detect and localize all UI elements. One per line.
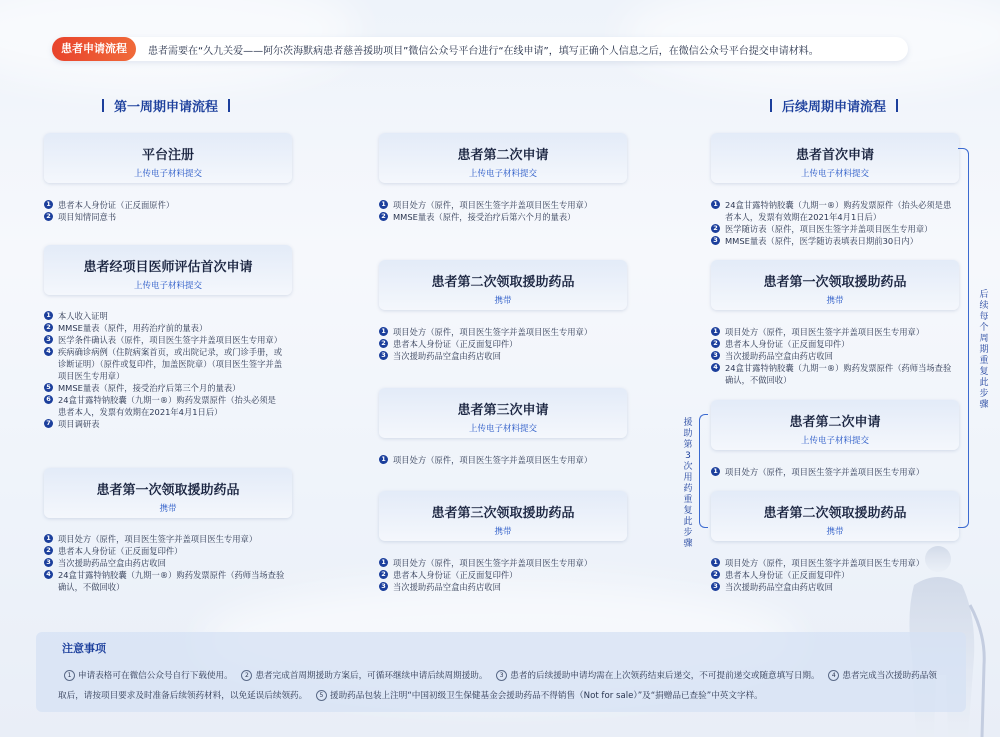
card-third-pickup: [379, 491, 627, 541]
list-item: 2 患者本人身份证（正反面复印件）: [44, 545, 289, 557]
repeat-bracket: [699, 414, 708, 528]
card-second-application: [379, 133, 627, 183]
list-item: 1 本人收入证明: [44, 310, 284, 322]
card-title: 患者第二次申请: [457, 148, 549, 163]
list-item: 6 24盒甘露特钠胶囊（九期一®）购药发票原件（抬头必须是患者本人，发票有效期在2021年4月1日后）: [44, 394, 284, 418]
card-sub: 上传电子材料提交: [800, 169, 869, 179]
card-title: 患者第三次领取援助药品: [431, 506, 575, 521]
card-title: 患者第二次申请: [789, 415, 881, 430]
card-sub: 携带: [826, 296, 844, 306]
list-later-first-pickup: [711, 326, 956, 386]
list-item: 3 当次援助药品空盒由药店收回: [711, 350, 956, 362]
title-bar-right: [896, 99, 898, 112]
list-item: 1 项目处方（原件，项目医生签字并盖项目医生专用章）: [379, 326, 639, 338]
list-item: 1 24盒甘露特钠胶囊（九期一®）购药发票原件（抬头必须是患者本人，发票有效期在2021年4月1日后）: [711, 199, 956, 223]
list-item: 1 项目处方（原件，项目医生签字并盖项目医生专用章）: [379, 454, 639, 466]
first-cycle-title-text: 第一周期申请流程: [114, 100, 219, 115]
card-sub: 携带: [494, 296, 512, 306]
card-sub: 上传电子材料提交: [800, 436, 869, 446]
list-item: 2 患者本人身份证（正反面复印件）: [711, 569, 956, 581]
card-later-first-application: [711, 133, 959, 183]
card-title: 患者第一次领取援助药品: [96, 483, 240, 498]
card-platform-register: [44, 133, 292, 183]
card-first-application: [44, 245, 292, 295]
list-first-application: [44, 310, 284, 430]
note-number: 1: [64, 670, 75, 681]
card-title: 患者第三次申请: [457, 403, 549, 418]
card-sub: 携带: [494, 527, 512, 537]
list-item: 5 MMSE量表（原件，接受治疗后第三个月的量表）: [44, 382, 284, 394]
card-third-application: [379, 388, 627, 438]
card-first-pickup: [44, 468, 292, 518]
card-sub: 上传电子材料提交: [133, 169, 202, 179]
list-platform-register: [44, 199, 294, 223]
card-sub: 上传电子材料提交: [133, 281, 202, 291]
note-number: 4: [828, 670, 839, 681]
list-item: 4 24盒甘露特钠胶囊（九期一®）购药发票原件（药师当场查验确认，不做回收）: [711, 362, 956, 386]
list-item: 2 MMSE量表（原件，接受治疗后第六个月的量表）: [379, 211, 639, 223]
title-bar-left: [770, 99, 772, 112]
first-cycle-title: [92, 96, 240, 115]
later-cycle-title: [760, 96, 908, 115]
card-sub: 携带: [159, 504, 177, 514]
list-item: 3 当次援助药品空盒由药店收回: [379, 581, 639, 593]
notes-title: 注意事项: [62, 642, 106, 655]
note-item: 患者完成首周期援助方案后，可循环继续申请后续周期援助。: [255, 671, 488, 681]
card-title: 患者首次申请: [795, 148, 874, 163]
banner-text: 患者需要在“久九关爱——阿尔茨海默病患者慈善援助项目”微信公众号平台进行“在线申请”，填写正确个人信息之后，在微信公众号平台提交申请材料。: [148, 45, 819, 57]
list-second-pickup: [379, 326, 639, 362]
list-item: 1 项目处方（原件，项目医生签字并盖项目医生专用章）: [711, 557, 956, 569]
title-bar-left: [102, 99, 104, 112]
list-first-pickup: [44, 533, 289, 593]
list-later-second-application: [711, 466, 956, 478]
list-item: 4 24盒甘露特钠胶囊（九期一®）购药发票原件（药师当场查验确认，不做回收）: [44, 569, 289, 593]
banner-tag: 患者申请流程: [52, 37, 136, 61]
list-item: 3 当次援助药品空盒由药店收回: [44, 557, 289, 569]
intro-banner: [52, 37, 908, 61]
list-item: 2 患者本人身份证（正反面复印件）: [379, 338, 639, 350]
note-item: 申请表格可在微信公众号自行下载使用。: [78, 671, 233, 681]
list-later-first-application: [711, 199, 956, 247]
repeat-side-label: 援助第3次用药重复此步骤: [683, 418, 693, 549]
note-number: 3: [496, 670, 507, 681]
list-third-pickup: [379, 557, 639, 593]
list-second-application: [379, 199, 639, 223]
list-item: 3 当次援助药品空盒由药店收回: [711, 581, 956, 593]
list-item: 3 医学条件确认表（原件，项目医生签字并盖项目医生专用章）: [44, 334, 284, 346]
list-item: 2 患者本人身份证（正反面复印件）: [711, 338, 956, 350]
card-title: 患者经项目医师评估首次申请: [83, 260, 253, 275]
list-item: 1 项目处方（原件，项目医生签字并盖项目医生专用章）: [379, 557, 639, 569]
note-item: 患者的后续援助申请均需在上次领药结束后递交，不可提前递交或随意填写日期。: [510, 671, 820, 681]
list-item: 1 项目处方（原件，项目医生签字并盖项目医生专用章）: [711, 466, 956, 478]
note-number: 5: [316, 690, 327, 701]
card-later-first-pickup: [711, 260, 959, 310]
list-third-application: [379, 454, 639, 466]
list-item: 1 项目处方（原件，项目医生签字并盖项目医生专用章）: [711, 326, 956, 338]
card-sub: 上传电子材料提交: [468, 424, 537, 434]
notes-body: [58, 666, 944, 706]
card-title: 平台注册: [141, 148, 194, 163]
list-item: 4 疾病确诊病例（住院病案首页，或出院记录，或门诊手册，或诊断证明）（原件或复印件，加盖医院章）（项目医生签字并盖项目医生专用章）: [44, 346, 284, 382]
card-sub: 携带: [826, 527, 844, 537]
list-item: 2 项目知情同意书: [44, 211, 294, 223]
list-item: 3 当次援助药品空盒由药店收回: [379, 350, 639, 362]
note-number: 2: [241, 670, 252, 681]
list-item: 2 医学随访表（原件，项目医生签字并盖项目医生专用章）: [711, 223, 956, 235]
card-later-second-application: [711, 400, 959, 450]
list-item: 2 患者本人身份证（正反面复印件）: [379, 569, 639, 581]
card-sub: 上传电子材料提交: [468, 169, 537, 179]
later-cycle-title-text: 后续周期申请流程: [782, 100, 887, 115]
card-second-pickup: [379, 260, 627, 310]
list-item: 7 项目调研表: [44, 418, 284, 430]
list-item: 3 MMSE量表（原件，医学随访表填表日期前30日内）: [711, 235, 956, 247]
later-cycle-bracket: [958, 148, 969, 528]
notes-panel: [36, 632, 966, 712]
card-title: 患者第二次领取援助药品: [431, 275, 575, 290]
card-title: 患者第二次领取援助药品: [763, 506, 907, 521]
later-cycle-side-label: 后续每个周期重复此步骤: [979, 290, 989, 410]
list-item: 1 项目处方（原件，项目医生签字并盖项目医生专用章）: [379, 199, 639, 211]
list-item: 2 MMSE量表（原件，用药治疗前的量表）: [44, 322, 284, 334]
title-bar-right: [228, 99, 230, 112]
list-item: 1 项目处方（原件，项目医生签字并盖项目医生专用章）: [44, 533, 289, 545]
card-title: 患者第一次领取援助药品: [763, 275, 907, 290]
card-later-second-pickup: [711, 491, 959, 541]
note-item: 患者完成当次援助药品领取后，请按项目要求及时准备后续领药材料，以免延误后续领药。: [58, 671, 937, 701]
list-item: 1 患者本人身份证（正反面原件）: [44, 199, 294, 211]
note-item: 援助药品包装上注明“中国初级卫生保健基金会援助药品不得销售（Not for sale）”及“捐赠品已查验”中英文字样。: [329, 691, 763, 701]
